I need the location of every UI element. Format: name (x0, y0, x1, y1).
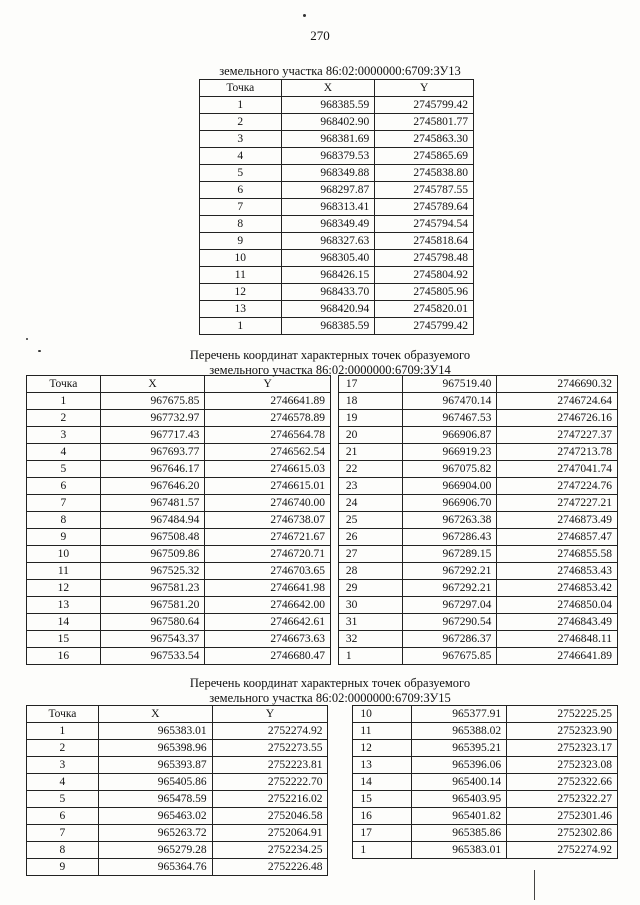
y-cell: 2746578.89 (205, 410, 331, 427)
point-cell: 5 (200, 165, 282, 182)
x-cell: 967484.94 (100, 512, 205, 529)
x-cell: 968327.63 (281, 233, 375, 250)
y-cell: 2746855.58 (497, 546, 618, 563)
table-row (200, 97, 474, 114)
column-gap (328, 706, 353, 723)
coords-table-14 (26, 375, 618, 665)
x-cell: 967290.54 (402, 614, 497, 631)
point-cell: 1 (338, 648, 402, 665)
y-cell: 2746738.07 (205, 512, 331, 529)
y-cell: 2746673.63 (205, 631, 331, 648)
point-cell: 6 (200, 182, 282, 199)
x-cell: 968349.88 (281, 165, 375, 182)
table-row (27, 495, 618, 512)
point-cell: 9 (200, 233, 282, 250)
table-14-caption (130, 348, 530, 378)
column-gap (330, 614, 338, 631)
x-cell: 967075.82 (402, 461, 497, 478)
y-cell: 2746690.32 (497, 376, 618, 393)
y-cell: 2746680.47 (205, 648, 331, 665)
table-row (27, 478, 618, 495)
point-cell: 13 (200, 301, 282, 318)
table-row (27, 512, 618, 529)
y-cell: 2745787.55 (375, 182, 474, 199)
y-cell: 2746642.00 (205, 597, 331, 614)
x-cell: 965395.21 (412, 740, 507, 757)
x-cell: 968433.70 (281, 284, 375, 301)
point-cell: 13 (27, 597, 101, 614)
x-cell: 967519.40 (402, 376, 497, 393)
table-row (27, 597, 618, 614)
table-row (27, 376, 618, 393)
point-cell: 32 (338, 631, 402, 648)
y-cell: 2746848.11 (497, 631, 618, 648)
y-cell: 2746562.54 (205, 444, 331, 461)
x-cell: 967543.37 (100, 631, 205, 648)
y-cell: 2746564.78 (205, 427, 331, 444)
point-cell: 6 (27, 478, 101, 495)
column-gap (330, 376, 338, 393)
x-cell: 968381.69 (281, 131, 375, 148)
x-cell: 968305.40 (281, 250, 375, 267)
header-cell: X (100, 376, 205, 393)
y-cell: 2746703.65 (205, 563, 331, 580)
x-cell: 965463.02 (98, 808, 212, 825)
column-gap (328, 859, 353, 876)
point-cell: 19 (338, 410, 402, 427)
empty-cell (412, 859, 507, 876)
x-cell: 965403.95 (412, 791, 507, 808)
header-y: Y (375, 80, 474, 97)
table-row (27, 774, 618, 791)
y-cell: 2752234.25 (212, 842, 328, 859)
x-cell: 968349.49 (281, 216, 375, 233)
x-cell: 967646.20 (100, 478, 205, 495)
point-cell: 8 (200, 216, 282, 233)
x-cell: 967292.21 (402, 563, 497, 580)
y-cell: 2752274.92 (212, 723, 328, 740)
x-cell: 965478.59 (98, 791, 212, 808)
x-cell: 967675.85 (402, 648, 497, 665)
y-cell: 2745799.42 (375, 97, 474, 114)
point-cell: 22 (338, 461, 402, 478)
point-cell: 16 (27, 648, 101, 665)
x-cell: 967717.43 (100, 427, 205, 444)
x-cell: 967289.15 (402, 546, 497, 563)
header-cell: Y (205, 376, 331, 393)
table-row (200, 267, 474, 284)
point-cell: 6 (27, 808, 99, 825)
point-cell: 9 (27, 529, 101, 546)
point-cell: 1 (27, 723, 99, 740)
x-cell: 965383.01 (412, 842, 507, 859)
y-cell: 2746843.49 (497, 614, 618, 631)
empty-cell (353, 859, 412, 876)
table-15-caption (130, 676, 530, 706)
y-cell: 2745794.54 (375, 216, 474, 233)
scan-speck (38, 350, 41, 352)
point-cell: 31 (338, 614, 402, 631)
x-cell: 967533.54 (100, 648, 205, 665)
point-cell: 21 (338, 444, 402, 461)
point-cell: 9 (27, 859, 99, 876)
point-cell: 8 (27, 512, 101, 529)
point-cell: 10 (353, 706, 412, 723)
y-cell: 2747224.76 (497, 478, 618, 495)
table-row (27, 825, 618, 842)
y-cell: 2746642.61 (205, 614, 331, 631)
x-cell: 967292.21 (402, 580, 497, 597)
empty-cell (507, 859, 618, 876)
table-row (27, 808, 618, 825)
table-row (27, 614, 618, 631)
table-header-row (200, 80, 474, 97)
x-cell: 965263.72 (98, 825, 212, 842)
column-gap (330, 648, 338, 665)
point-cell: 24 (338, 495, 402, 512)
x-cell: 968402.90 (281, 114, 375, 131)
point-cell: 10 (200, 250, 282, 267)
point-cell: 17 (338, 376, 402, 393)
column-gap (330, 393, 338, 410)
y-cell: 2746850.04 (497, 597, 618, 614)
x-cell: 965400.14 (412, 774, 507, 791)
column-gap (328, 757, 353, 774)
x-cell: 967732.97 (100, 410, 205, 427)
y-cell: 2746641.98 (205, 580, 331, 597)
y-cell: 2745865.69 (375, 148, 474, 165)
column-gap (330, 546, 338, 563)
x-cell: 967508.48 (100, 529, 205, 546)
x-cell: 965383.01 (98, 723, 212, 740)
point-cell: 1 (200, 318, 282, 335)
point-cell: 28 (338, 563, 402, 580)
x-cell: 967580.64 (100, 614, 205, 631)
page-number: 270 (310, 28, 330, 43)
y-cell: 2747227.21 (497, 495, 618, 512)
point-cell: 14 (353, 774, 412, 791)
y-cell: 2746641.89 (497, 648, 618, 665)
column-gap (328, 740, 353, 757)
x-cell: 967581.23 (100, 580, 205, 597)
point-cell: 11 (27, 563, 101, 580)
table-row (200, 114, 474, 131)
x-cell: 965405.86 (98, 774, 212, 791)
header-cell: Точка (27, 376, 101, 393)
x-cell: 967481.57 (100, 495, 205, 512)
y-cell: 2745789.64 (375, 199, 474, 216)
table-row (27, 648, 618, 665)
table-row (200, 233, 474, 250)
point-cell: 1 (353, 842, 412, 859)
table-row (27, 563, 618, 580)
x-cell: 965388.02 (412, 723, 507, 740)
header-cell: X (98, 706, 212, 723)
table-13-caption: земельного участка 86:02:0000000:6709:ЗУ13 (219, 64, 461, 78)
column-gap (330, 410, 338, 427)
x-cell: 967675.85 (100, 393, 205, 410)
point-cell: 25 (338, 512, 402, 529)
x-cell: 967263.38 (402, 512, 497, 529)
point-cell: 27 (338, 546, 402, 563)
y-cell: 2745801.77 (375, 114, 474, 131)
point-cell: 11 (200, 267, 282, 284)
column-gap (330, 512, 338, 529)
y-cell: 2752322.66 (507, 774, 618, 791)
point-cell: 1 (27, 393, 101, 410)
table-row (200, 284, 474, 301)
y-cell: 2752273.55 (212, 740, 328, 757)
y-cell: 2746615.01 (205, 478, 331, 495)
y-cell: 2746724.64 (497, 393, 618, 410)
x-cell: 967467.53 (402, 410, 497, 427)
y-cell: 2752274.92 (507, 842, 618, 859)
table-row (27, 461, 618, 478)
table-row (27, 791, 618, 808)
y-cell: 2746740.00 (205, 495, 331, 512)
y-cell: 2745798.48 (375, 250, 474, 267)
point-cell: 2 (27, 410, 101, 427)
table-row (27, 427, 618, 444)
point-cell: 5 (27, 461, 101, 478)
y-cell: 2752323.08 (507, 757, 618, 774)
point-cell: 29 (338, 580, 402, 597)
x-cell: 968313.41 (281, 199, 375, 216)
y-cell: 2746853.43 (497, 563, 618, 580)
y-cell: 2752046.58 (212, 808, 328, 825)
column-gap (328, 723, 353, 740)
point-cell: 15 (27, 631, 101, 648)
point-cell: 16 (353, 808, 412, 825)
x-cell: 966906.70 (402, 495, 497, 512)
point-cell: 10 (27, 546, 101, 563)
column-gap (330, 631, 338, 648)
x-cell: 965398.96 (98, 740, 212, 757)
x-cell: 965279.28 (98, 842, 212, 859)
point-cell: 12 (353, 740, 412, 757)
x-cell: 965364.76 (98, 859, 212, 876)
table-row (27, 757, 618, 774)
column-gap (328, 825, 353, 842)
table-15-caption-line2: земельного участка 86:02:0000000:6709:ЗУ15 (209, 691, 451, 705)
x-cell: 967470.14 (402, 393, 497, 410)
y-cell: 2745805.96 (375, 284, 474, 301)
x-cell: 968385.59 (281, 318, 375, 335)
x-cell: 965401.82 (412, 808, 507, 825)
scan-speck (303, 14, 306, 17)
y-cell: 2752301.46 (507, 808, 618, 825)
x-cell: 965377.91 (412, 706, 507, 723)
x-cell: 966904.00 (402, 478, 497, 495)
column-gap (328, 791, 353, 808)
y-cell: 2745818.64 (375, 233, 474, 250)
y-cell: 2752216.02 (212, 791, 328, 808)
point-cell: 13 (353, 757, 412, 774)
point-cell: 2 (200, 114, 282, 131)
point-cell: 5 (27, 791, 99, 808)
y-cell: 2752064.91 (212, 825, 328, 842)
coords-table-15 (26, 705, 618, 876)
y-cell: 2752225.25 (507, 706, 618, 723)
table-row (200, 165, 474, 182)
point-cell: 3 (27, 757, 99, 774)
y-cell: 2745838.80 (375, 165, 474, 182)
table-row (200, 318, 474, 335)
y-cell: 2752323.17 (507, 740, 618, 757)
y-cell: 2747041.74 (497, 461, 618, 478)
table-14-caption-line1: Перечень координат характерных точек образуемого (189, 348, 471, 362)
x-cell: 967509.86 (100, 546, 205, 563)
x-cell: 966906.87 (402, 427, 497, 444)
point-cell: 17 (353, 825, 412, 842)
table-row (27, 740, 618, 757)
point-cell: 8 (27, 842, 99, 859)
column-gap (330, 461, 338, 478)
point-cell: 14 (27, 614, 101, 631)
y-cell: 2752322.27 (507, 791, 618, 808)
y-cell: 2746853.42 (497, 580, 618, 597)
y-cell: 2745804.92 (375, 267, 474, 284)
x-cell: 967286.43 (402, 529, 497, 546)
point-cell: 12 (200, 284, 282, 301)
x-cell: 968420.94 (281, 301, 375, 318)
point-cell: 3 (200, 131, 282, 148)
column-gap (330, 478, 338, 495)
point-cell: 4 (27, 444, 101, 461)
table-14-caption-line2: земельного участка 86:02:0000000:6709:ЗУ14 (209, 363, 451, 377)
column-gap (330, 444, 338, 461)
y-cell: 2752226.48 (212, 859, 328, 876)
table-15-caption-line1: Перечень координат характерных точек образуемого (189, 676, 471, 690)
table-row (27, 410, 618, 427)
y-cell: 2745863.30 (375, 131, 474, 148)
point-cell: 18 (338, 393, 402, 410)
point-cell: 1 (200, 97, 282, 114)
point-cell: 23 (338, 478, 402, 495)
table-row (27, 842, 618, 859)
column-gap (328, 808, 353, 825)
header-cell: Y (212, 706, 328, 723)
column-gap (330, 563, 338, 580)
y-cell: 2747227.37 (497, 427, 618, 444)
table-row (27, 859, 618, 876)
point-cell: 26 (338, 529, 402, 546)
column-gap (328, 842, 353, 859)
y-cell: 2746615.03 (205, 461, 331, 478)
x-cell: 967525.32 (100, 563, 205, 580)
y-cell: 2746857.47 (497, 529, 618, 546)
y-cell: 2752302.86 (507, 825, 618, 842)
table-row (200, 216, 474, 233)
column-gap (330, 495, 338, 512)
point-cell: 4 (200, 148, 282, 165)
x-cell: 967286.37 (402, 631, 497, 648)
x-cell: 967297.04 (402, 597, 497, 614)
y-cell: 2745820.01 (375, 301, 474, 318)
point-cell: 7 (200, 199, 282, 216)
x-cell: 965396.06 (412, 757, 507, 774)
x-cell: 965393.87 (98, 757, 212, 774)
x-cell: 968426.15 (281, 267, 375, 284)
table-row (27, 706, 618, 723)
point-cell: 15 (353, 791, 412, 808)
header-point: Точка (200, 80, 282, 97)
x-cell: 967693.77 (100, 444, 205, 461)
point-cell: 7 (27, 825, 99, 842)
table-row (200, 301, 474, 318)
y-cell: 2746721.67 (205, 529, 331, 546)
column-gap (330, 580, 338, 597)
x-cell: 968297.87 (281, 182, 375, 199)
scan-speck (26, 338, 28, 340)
x-cell: 967581.20 (100, 597, 205, 614)
x-cell: 965385.86 (412, 825, 507, 842)
column-gap (330, 427, 338, 444)
table-row (27, 631, 618, 648)
y-cell: 2746873.49 (497, 512, 618, 529)
table-row (200, 131, 474, 148)
header-cell: Точка (27, 706, 99, 723)
point-cell: 11 (353, 723, 412, 740)
y-cell: 2752222.70 (212, 774, 328, 791)
y-cell: 2752223.81 (212, 757, 328, 774)
column-gap (328, 774, 353, 791)
table-row (27, 546, 618, 563)
y-cell: 2747213.78 (497, 444, 618, 461)
x-cell: 968385.59 (281, 97, 375, 114)
y-cell: 2752323.90 (507, 723, 618, 740)
table-row (27, 580, 618, 597)
y-cell: 2746720.71 (205, 546, 331, 563)
table-row (27, 529, 618, 546)
point-cell: 2 (27, 740, 99, 757)
table-row (200, 199, 474, 216)
coords-table-13 (199, 79, 474, 335)
x-cell: 968379.53 (281, 148, 375, 165)
x-cell: 967646.17 (100, 461, 205, 478)
table-row (27, 723, 618, 740)
point-cell: 12 (27, 580, 101, 597)
point-cell: 4 (27, 774, 99, 791)
table-row (200, 182, 474, 199)
column-gap (330, 529, 338, 546)
point-cell: 7 (27, 495, 101, 512)
y-cell: 2746641.89 (205, 393, 331, 410)
table-row (200, 148, 474, 165)
table-row (27, 393, 618, 410)
y-cell: 2746726.16 (497, 410, 618, 427)
y-cell: 2745799.42 (375, 318, 474, 335)
point-cell: 3 (27, 427, 101, 444)
header-x: X (281, 80, 375, 97)
column-gap (330, 597, 338, 614)
point-cell: 30 (338, 597, 402, 614)
point-cell: 20 (338, 427, 402, 444)
table-row (200, 250, 474, 267)
table-row (27, 444, 618, 461)
x-cell: 966919.23 (402, 444, 497, 461)
